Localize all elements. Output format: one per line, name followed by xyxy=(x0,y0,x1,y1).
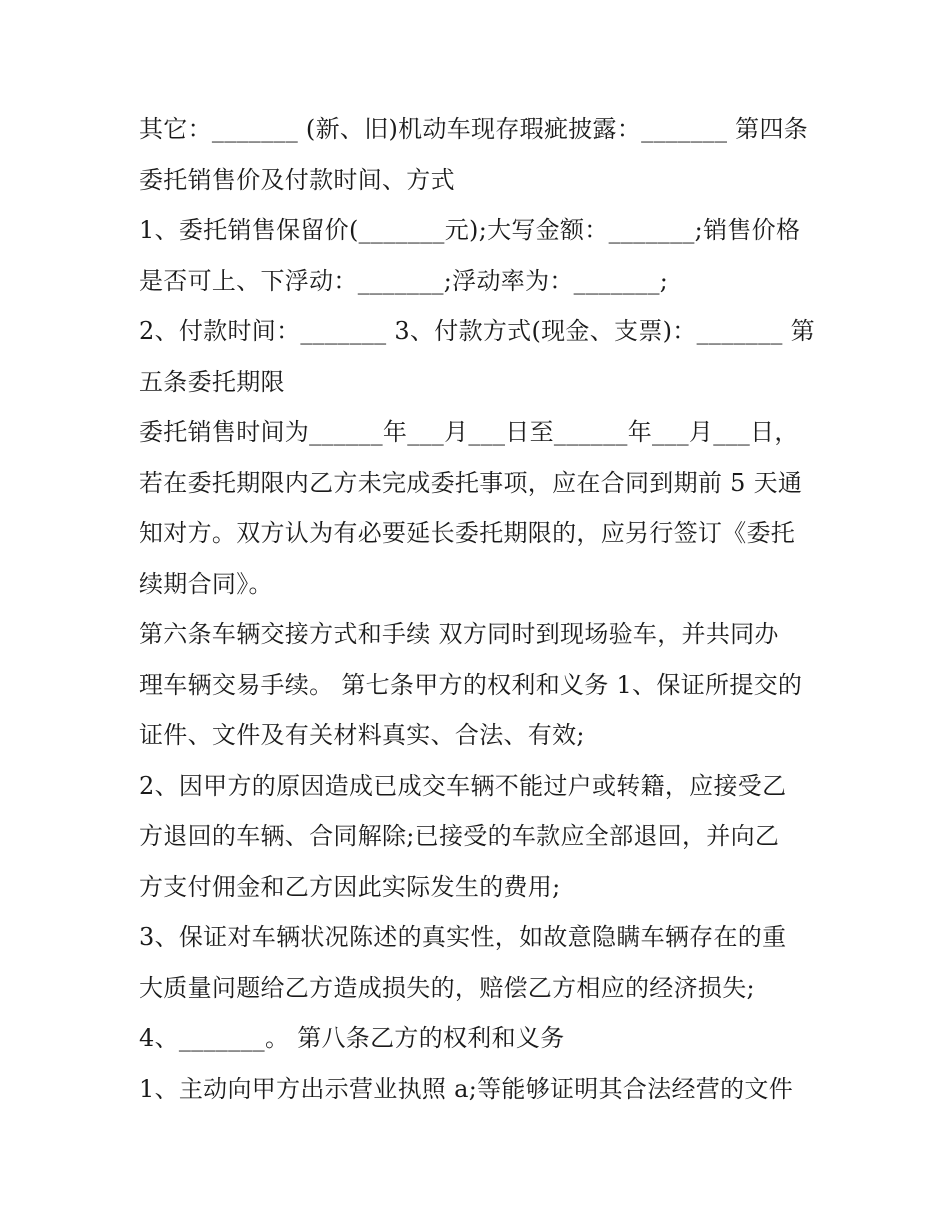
text-line: 委托销售价及付款时间、方式 xyxy=(139,165,455,194)
text-line: 大质量问题给乙方造成损失的，赔偿乙方相应的经济损失; xyxy=(139,973,755,1002)
text-line: 证件、文件及有关材料真实、合法、有效; xyxy=(139,721,585,749)
text-line: 若在委托期限内乙方未完成委托事项，应在合同到期前 5 天通 xyxy=(139,468,803,497)
text-line: 其它：_______ (新、旧)机动车现存瑕疵披露：_______ 第四条 xyxy=(139,115,809,143)
text-line: 五条委托期限 xyxy=(139,367,285,396)
text-line: 3、保证对车辆状况陈述的真实性，如故意隐瞒车辆存在的重 xyxy=(139,923,787,951)
text-line: 2、付款时间：_______ 3、付款方式(现金、支票)：_______ 第 xyxy=(139,317,815,345)
text-line: 第六条车辆交接方式和手续 双方同时到现场验车，并共同办 xyxy=(139,620,779,648)
text-line: 方退回的车辆、合同解除;已接受的车款应全部退回，并向乙 xyxy=(139,822,780,850)
text-line: 4、_______。 第八条乙方的权利和义务 xyxy=(139,1024,565,1052)
text-line: 委托销售时间为______年___月___日至______年___月___日， xyxy=(139,418,799,446)
text-line: 1、委托销售保留价(_______元);大写金额：_______;销售价格 xyxy=(139,216,801,244)
text-line: 2、因甲方的原因造成已成交车辆不能过户或转籍，应接受乙 xyxy=(139,771,787,800)
text-line: 是否可上、下浮动：_______;浮动率为：_______; xyxy=(139,266,669,295)
text-line: 方支付佣金和乙方因此实际发生的费用; xyxy=(139,872,561,901)
text-line: 知对方。双方认为有必要延长委托期限的，应另行签订《委托 xyxy=(139,519,796,547)
text-line: 续期合同》。 xyxy=(139,569,273,598)
text-line: 理车辆交易手续。 第七条甲方的权利和义务 1、保证所提交的 xyxy=(139,670,803,699)
contract-text-body xyxy=(139,104,819,1114)
text-line: 1、主动向甲方出示营业执照 a;等能够证明其合法经营的文件 xyxy=(139,1074,793,1103)
